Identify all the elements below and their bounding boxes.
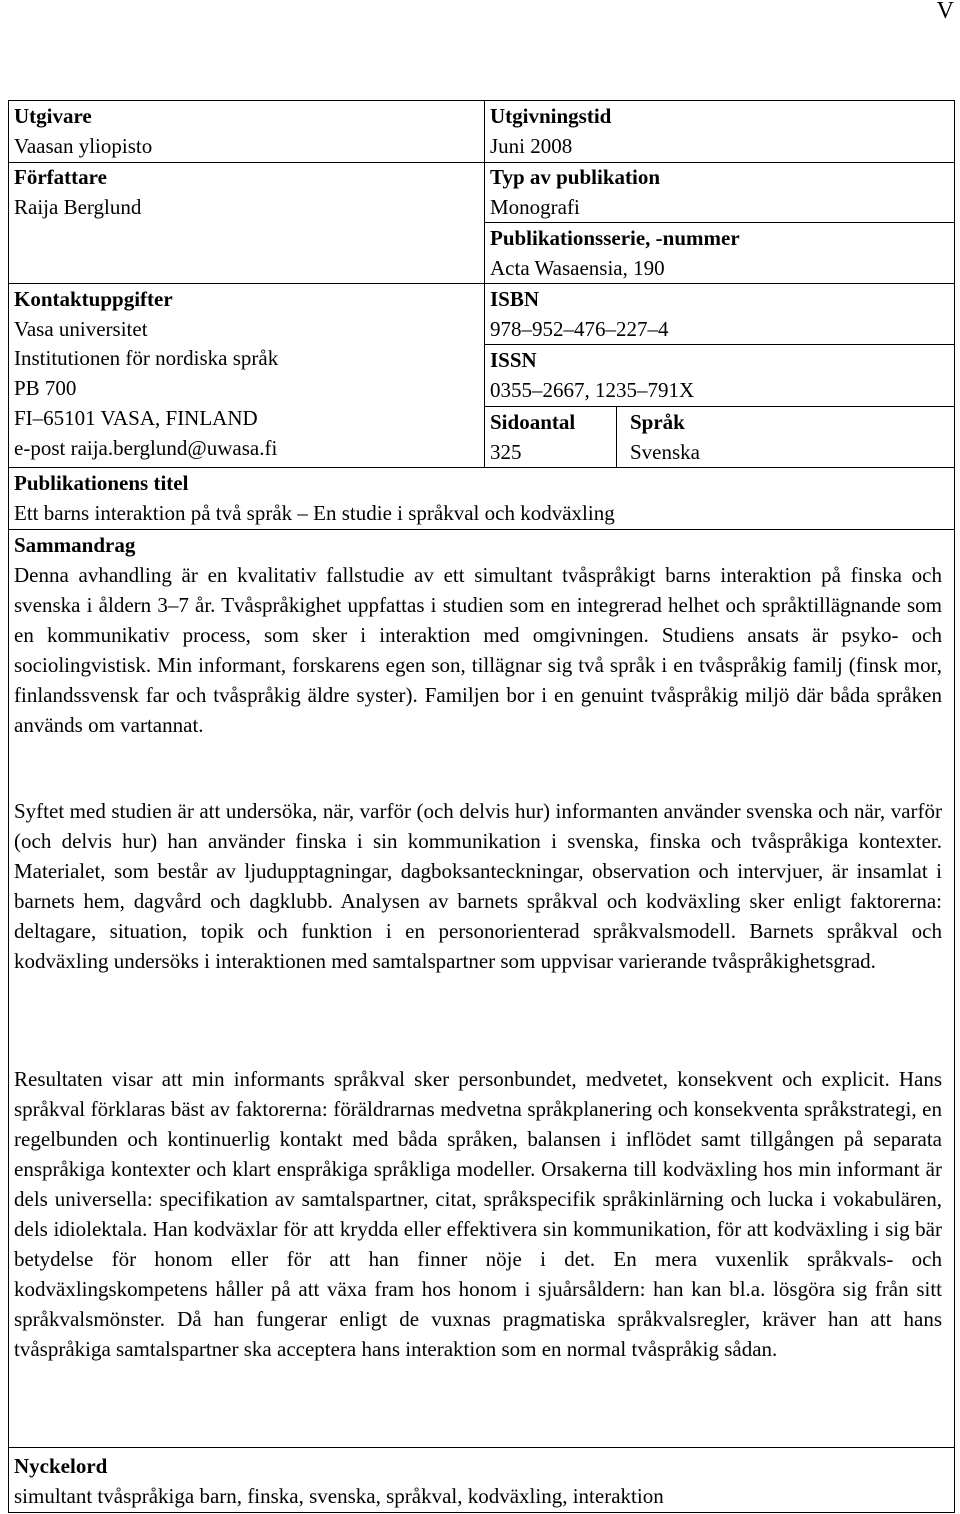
type-value: Monografi (490, 195, 580, 219)
rule-left (8, 100, 9, 1513)
contact-line: Vasa universitet (14, 317, 148, 341)
abstract-label: Sammandrag (14, 533, 136, 557)
type-label: Typ av publikation (490, 165, 661, 189)
series-value: Acta Wasaensia, 190 (490, 256, 665, 280)
title-label: Publikationens titel (14, 471, 189, 495)
language-value: Svenska (630, 440, 700, 464)
date-value: Juni 2008 (490, 134, 573, 158)
rule-abstract (8, 1447, 954, 1448)
author-value: Raija Berglund (14, 195, 142, 219)
issn-label: ISSN (490, 348, 537, 372)
date-label: Utgivningstid (490, 104, 612, 128)
publisher-value: Vaasan yliopisto (14, 134, 153, 158)
contact-email: e-post raija.berglund@uwasa.fi (14, 436, 278, 460)
contact-line: PB 700 (14, 376, 77, 400)
contact-line: Institutionen för nordiska språk (14, 346, 279, 370)
abstract-paragraph: Syftet med studien är att undersöka, när, varför (och delvis hur) informanten använder svenska och när, varför (och delvis hur) han använder finska i sin kommunikation i svenska, finska och tvåspråkiga kontexter. Materialet, som består av ljudupptagningar, dagboksanteckningar, observation och intervjuer, är insamlat i barnets hem, dagvård och dagklubb. Analysen av barnets språkval och kodväxling sker enligt faktorerna: deltagare, situation, topik och funktion i en personorienterad språkvalsmodell. Barnets språkval och kodväxling undersöks i interaktionen med samtalspartner som uppvisar varierande tvåspråkighetsgrad. (14, 799, 942, 973)
pages-label: Sidoantal (490, 410, 576, 434)
keywords-value: simultant tvåspråkiga barn, finska, svenska, språkval, kodväxling, interaktion (14, 1484, 664, 1508)
rule-top (8, 100, 954, 101)
isbn-label: ISBN (490, 287, 540, 311)
isbn-value: 978–952–476–227–4 (490, 317, 669, 341)
contact-label: Kontaktuppgifter (14, 287, 173, 311)
publisher-label: Utgivare (14, 104, 92, 128)
keywords-label: Nyckelord (14, 1454, 108, 1478)
series-label: Publikationsserie, -nummer (490, 226, 740, 250)
issn-value: 0355–2667, 1235–791X (490, 378, 695, 402)
contact-line: FI–65101 VASA, FINLAND (14, 406, 258, 430)
rule-isbn (484, 344, 954, 345)
abstract-paragraph: Denna avhandling är en kvalitativ fallstudie av ett simultant tvåspråkigt barns interaktion på finska och svenska i åldern 3–7 år. Tvåspråkighet uppfattas i studien som en integrerad helhet och språktillägnande som en kommunikativ process, som sker i interaktion med omgivningen. Studiens ansats är psyko- och sociolingvistisk. Min informant, forskarens egen son, tillägnar sig två språk i en tvåspråkig familj (finsk mor, finlandssvensk far och tvåspråkig äldre syster). Familjen bor i en genuint tvåspråkig miljö där båda språken används om vartannat. (14, 563, 942, 737)
rule-author-left (8, 162, 954, 163)
language-label: Språk (630, 410, 685, 434)
abstract-paragraph: Resultaten visar att min informants språkval sker personbundet, medvetet, konsekvent och explicit. Hans språkval förklaras bäst av faktorerna: föräldrarnas medvetna språkplanering och konsekventa språkstrategi, en regelbunden och kontinuerlig kontakt med båda språken, balansen i inflödet samt tillgången på separata enspråkiga kontexter och klart enspråkiga språkliga modeller. Orsakerna till kodväxling hos min informant är dels universella: specifikation av samtalspartner, citat, språkspecifik språkinlärning och lucka i vokabulären, dels idiolektala. Han kodväxlar för att krydda eller effektivera sin kommunikation, för att kodväxling i sig bär betydelse för honom eller för att han finner nöje i det. En mera vuxenlik språkvals- och kodväxlingskompetens håller på att växa fram hos honom i sjuårsåldern: han kan bl.a. lösgöra sig från sitt språkvalsmönster. Då han fungerar enligt de vuxnas pragmatiska språkvalsregler, kräver han att hans tvåspråkiga samtalspartner ska acceptera hans interaktion som en normal tvåspråkig sådan. (14, 1067, 942, 1361)
publication-title: Ett barns interaktion på två språk – En studie i språkval och kodväxling (14, 501, 615, 525)
rule-pages-language (616, 406, 617, 468)
page-number: V (936, 0, 954, 24)
rule-right (954, 100, 955, 1513)
author-label: Författare (14, 165, 107, 189)
pages-value: 325 (490, 440, 522, 464)
rule-middle (484, 100, 485, 468)
rule-title (8, 529, 954, 530)
rule-bottom (8, 1512, 954, 1513)
